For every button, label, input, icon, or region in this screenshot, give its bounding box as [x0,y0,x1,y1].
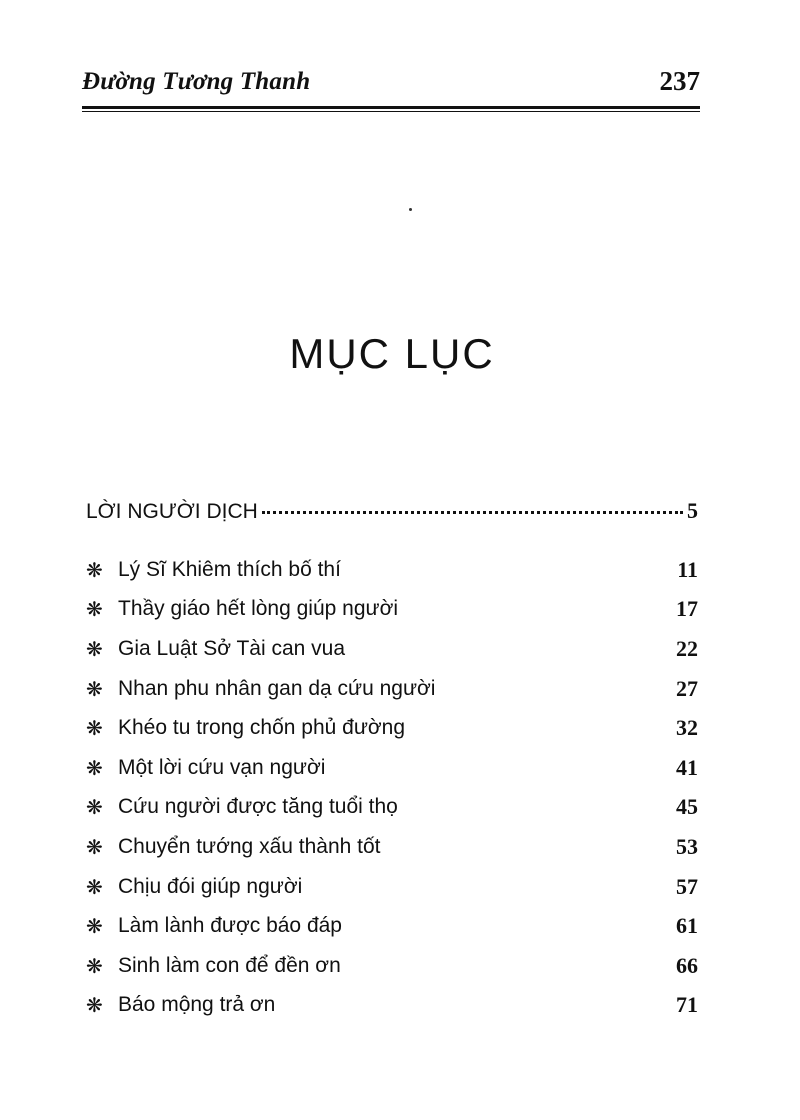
toc-item-page: 22 [676,635,698,661]
preface-label: LỜI NGƯỜI DỊCH [86,500,258,523]
toc-item [86,748,698,788]
toc-item [86,669,698,709]
toc-item [86,788,698,828]
toc-item-title: Một lời cứu vạn người [118,755,326,779]
asterisk-bullet-icon: ❋ [86,874,103,899]
preface-page-number: 5 [687,498,698,523]
toc-item-title: Chịu đói giúp người [118,874,303,898]
asterisk-bullet-icon: ❋ [86,993,103,1018]
toc-item-title: Làm lành được báo đáp [118,914,342,938]
toc-item [86,986,698,1026]
toc-item-page: 41 [676,754,698,780]
toc-item-page: 11 [677,556,698,582]
asterisk-bullet-icon: ❋ [86,914,103,939]
header-author: Đường Tương Thanh [82,68,311,95]
toc-item [86,629,698,669]
toc-item-page: 27 [676,675,698,701]
toc-item-page: 57 [676,873,698,899]
toc-item-title: Nhan phu nhân gan dạ cứu người [118,676,436,700]
asterisk-bullet-icon: ❋ [86,834,103,859]
toc-item [86,827,698,867]
toc-item [86,946,698,986]
toc-item-page: 32 [676,715,698,741]
toc-item-page: 53 [676,833,698,859]
asterisk-bullet-icon: ❋ [86,716,103,741]
toc-item-title: Gia Luật Sở Tài can vua [118,636,346,660]
toc-item [86,590,698,630]
scan-speck [409,208,412,211]
toc-item-title: Cứu người được tăng tuổi thọ [118,795,398,819]
toc-item-title: Khéo tu trong chốn phủ đường [118,716,406,740]
dot-leader [262,511,683,514]
toc-item-title: Lý Sĩ Khiêm thích bố thí [118,557,341,581]
toc-list [86,550,698,1025]
toc-item-page: 71 [676,992,698,1018]
header-rule [82,106,700,112]
toc-item-title: Thầy giáo hết lòng giúp người [118,597,399,621]
asterisk-bullet-icon: ❋ [86,597,103,622]
toc-item-page: 17 [676,596,698,622]
toc-item-page: 66 [676,952,698,978]
toc-item [86,550,698,590]
toc-item-title: Báo mộng trả ơn [118,993,276,1017]
toc-item [86,708,698,748]
asterisk-bullet-icon: ❋ [86,676,103,701]
toc-item-title: Sinh làm con để đền ơn [118,953,341,977]
asterisk-bullet-icon: ❋ [86,636,103,661]
toc-preface-entry [86,498,698,530]
page-title: MỤC LỤC [289,330,495,377]
asterisk-bullet-icon: ❋ [86,953,103,978]
toc-item [86,867,698,907]
asterisk-bullet-icon: ❋ [86,755,103,780]
asterisk-bullet-icon: ❋ [86,795,103,820]
header-page-number: 237 [659,66,700,96]
toc-item-page: 45 [676,794,698,820]
toc-item [86,906,698,946]
asterisk-bullet-icon: ❋ [86,557,103,582]
running-header [82,68,700,102]
toc-item-page: 61 [676,913,698,939]
toc-item-title: Chuyển tướng xấu thành tốt [118,834,381,858]
